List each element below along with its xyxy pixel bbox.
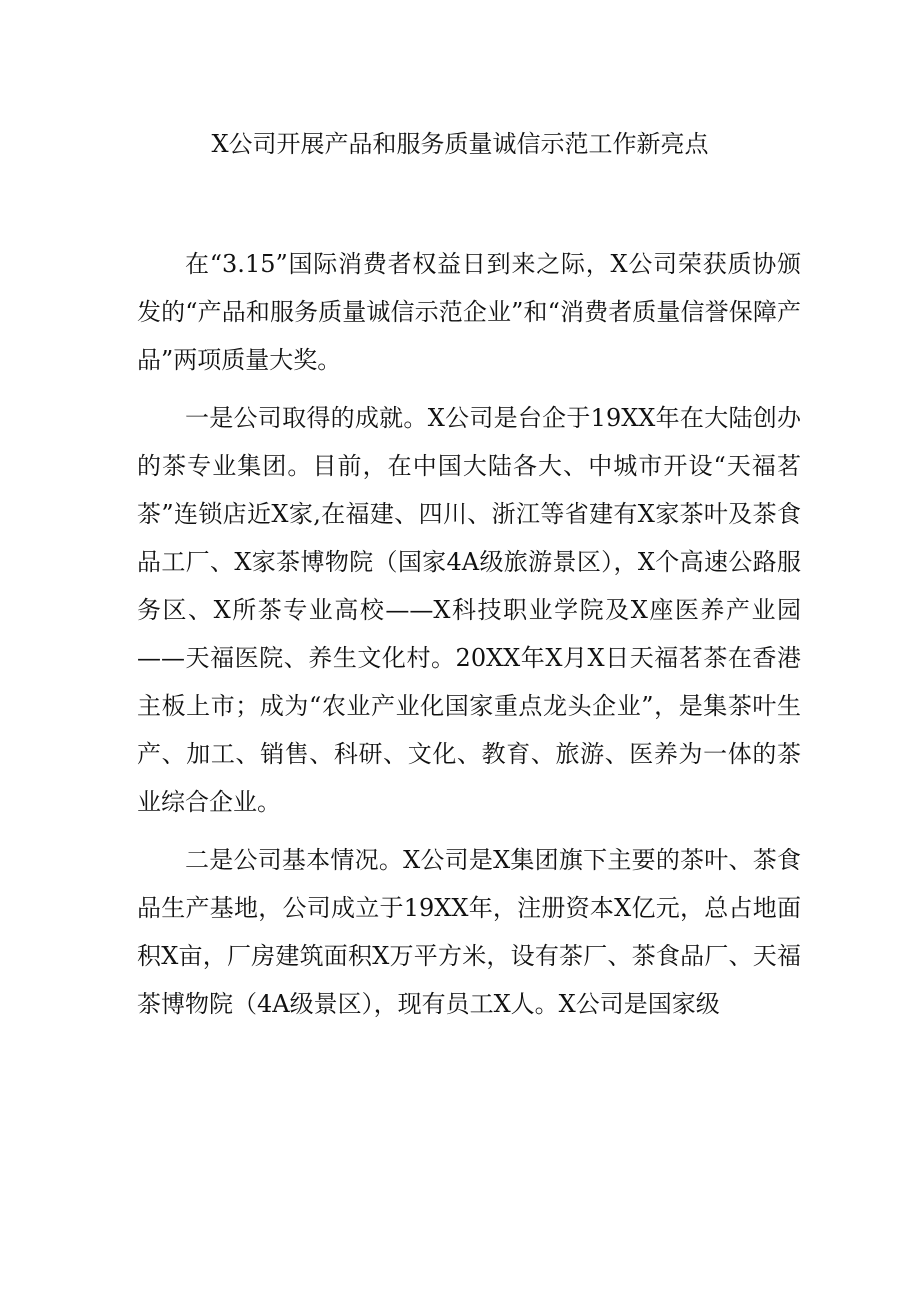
paragraph-achievements: 一是公司取得的成就。X公司是台企于19XX年在大陆创办的茶专业集团。目前，在中国大陆各大、中城市开设“天福茗茶”连锁店近X家,在福建、四川、浙江等省建有X家茶叶及茶食品工厂、X家茶博物院（国家4A级旅游景区），X个高速公路服务区、X所茶专业高校——X科技职业学院及X座医养产业园——天福医院、养生文化村。20XX年X月X日天福茗茶在香港主板上市；成为“农业产业化国家重点龙头企业”，是集茶叶生产、加工、销售、科研、文化、教育、旅游、医养为一体的茶业综合企业。 bbox=[137, 404, 801, 816]
document-title: X公司开展产品和服务质量诚信示范工作新亮点 bbox=[211, 130, 709, 158]
document-body bbox=[137, 240, 801, 1038]
paragraph-basic-info: 二是公司基本情况。X公司是X集团旗下主要的茶叶、茶食品生产基地，公司成立于19XX年，注册资本X亿元，总占地面积X亩，厂房建筑面积X万平方米，设有茶厂、茶食品厂、天福茶博物院（4A级景区），现有员工X人。X公司是国家级 bbox=[137, 846, 801, 1018]
paragraph-intro: 在“3.15”国际消费者权益日到来之际，X公司荣获质协颁发的“产品和服务质量诚信示范企业”和“消费者质量信誉保障产品”两项质量大奖。 bbox=[137, 250, 801, 374]
